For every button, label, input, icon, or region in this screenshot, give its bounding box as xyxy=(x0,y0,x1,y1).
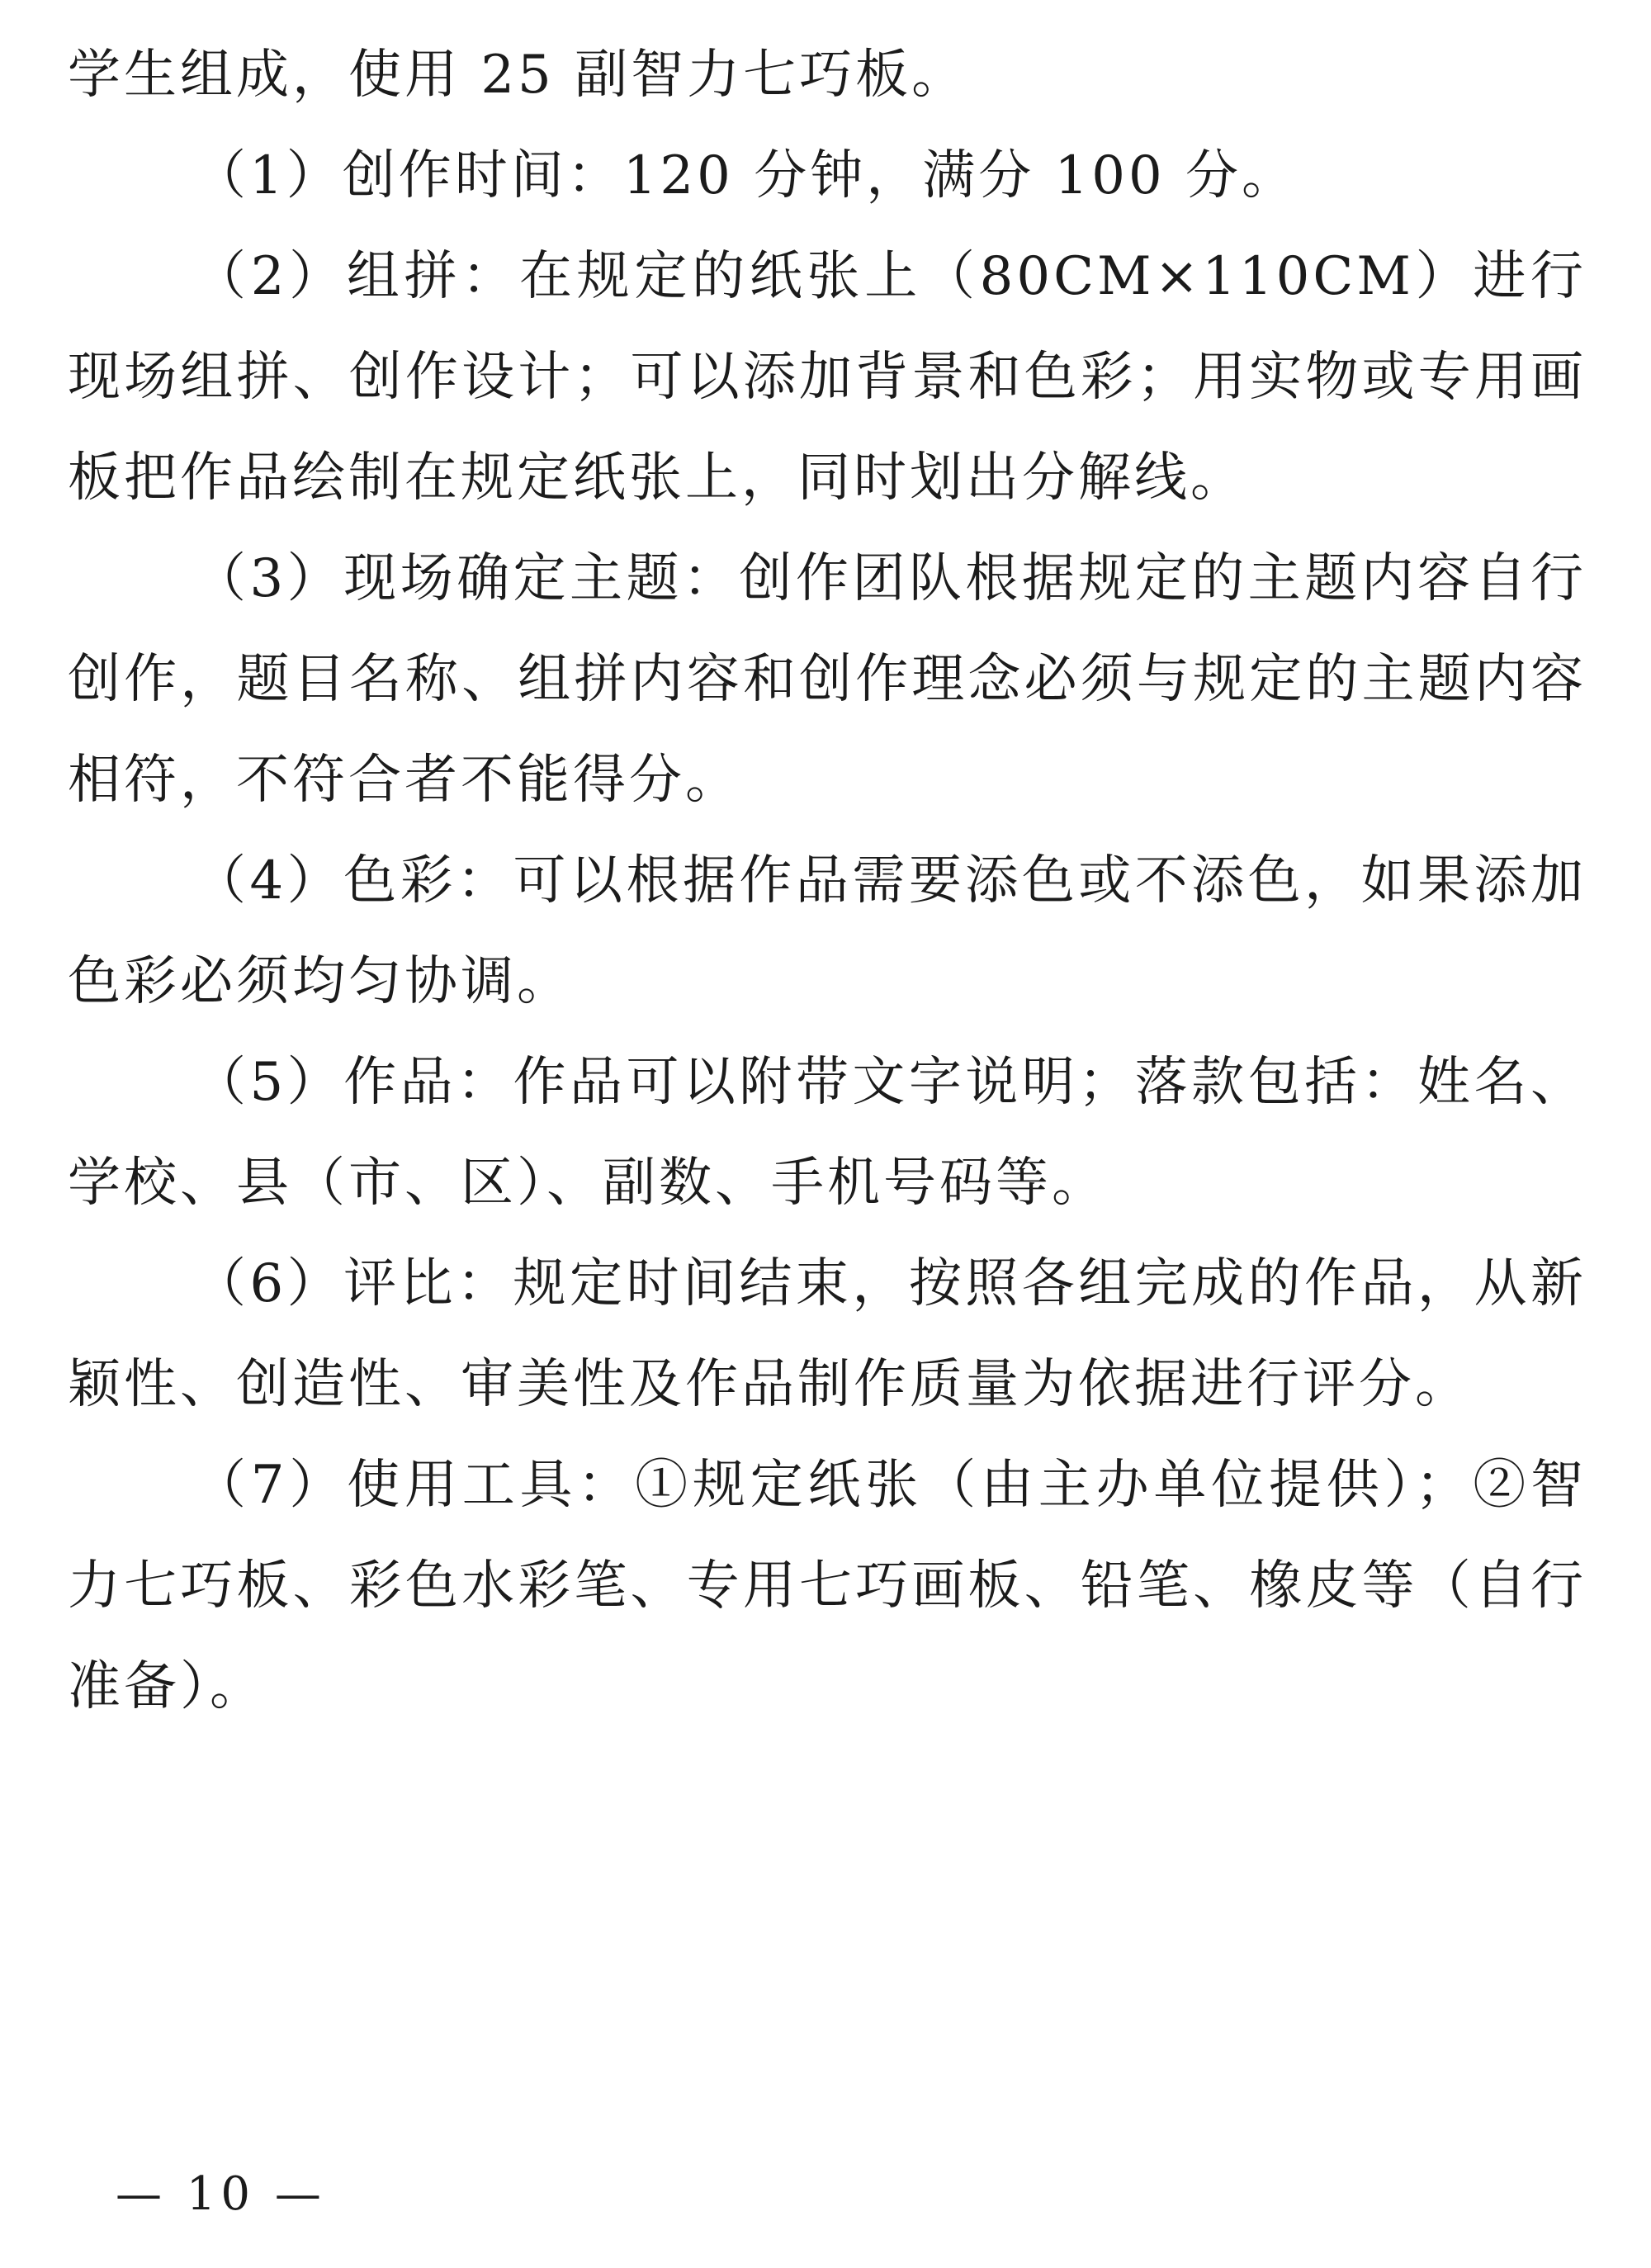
paragraph-item-6: （6）评比：规定时间结束，按照各组完成的作品，从新颖性、创造性、审美性及作品制作质量为依据进行评分。 xyxy=(68,1253,1587,1415)
paragraph-item-4: （4）色彩：可以根据作品需要添色或不添色，如果添加色彩必须均匀协调。 xyxy=(68,850,1587,1012)
paragraph-continuation: 学生组成，使用 25 副智力七巧板。 xyxy=(68,45,968,106)
paragraph-item-5: （5）作品：作品可以附带文字说明；落款包括：姓名、学校、县（市、区）、副数、手机号码等。 xyxy=(68,1052,1587,1214)
paragraph-item-2: （2）组拼：在规定的纸张上（80CM×110CM）进行现场组拼、创作设计；可以添加背景和色彩；用实物或专用画板把作品绘制在规定纸张上，同时划出分解线。 xyxy=(68,246,1587,509)
paragraph-item-3: （3）现场确定主题：创作团队根据规定的主题内容自行创作，题目名称、组拼内容和创作理念必须与规定的主题内容相符，不符合者不能得分。 xyxy=(68,548,1587,811)
paragraph-item-1: （1）创作时间：120 分钟，满分 100 分。 xyxy=(193,145,1299,206)
paragraph-item-7: （7）使用工具：①规定纸张（由主办单位提供）；②智力七巧板、彩色水彩笔、专用七巧画板、铅笔、橡皮等（自行准备）。 xyxy=(68,1455,1587,1717)
document-body xyxy=(68,25,1587,1737)
page-number: — 10 — xyxy=(116,2167,326,2221)
